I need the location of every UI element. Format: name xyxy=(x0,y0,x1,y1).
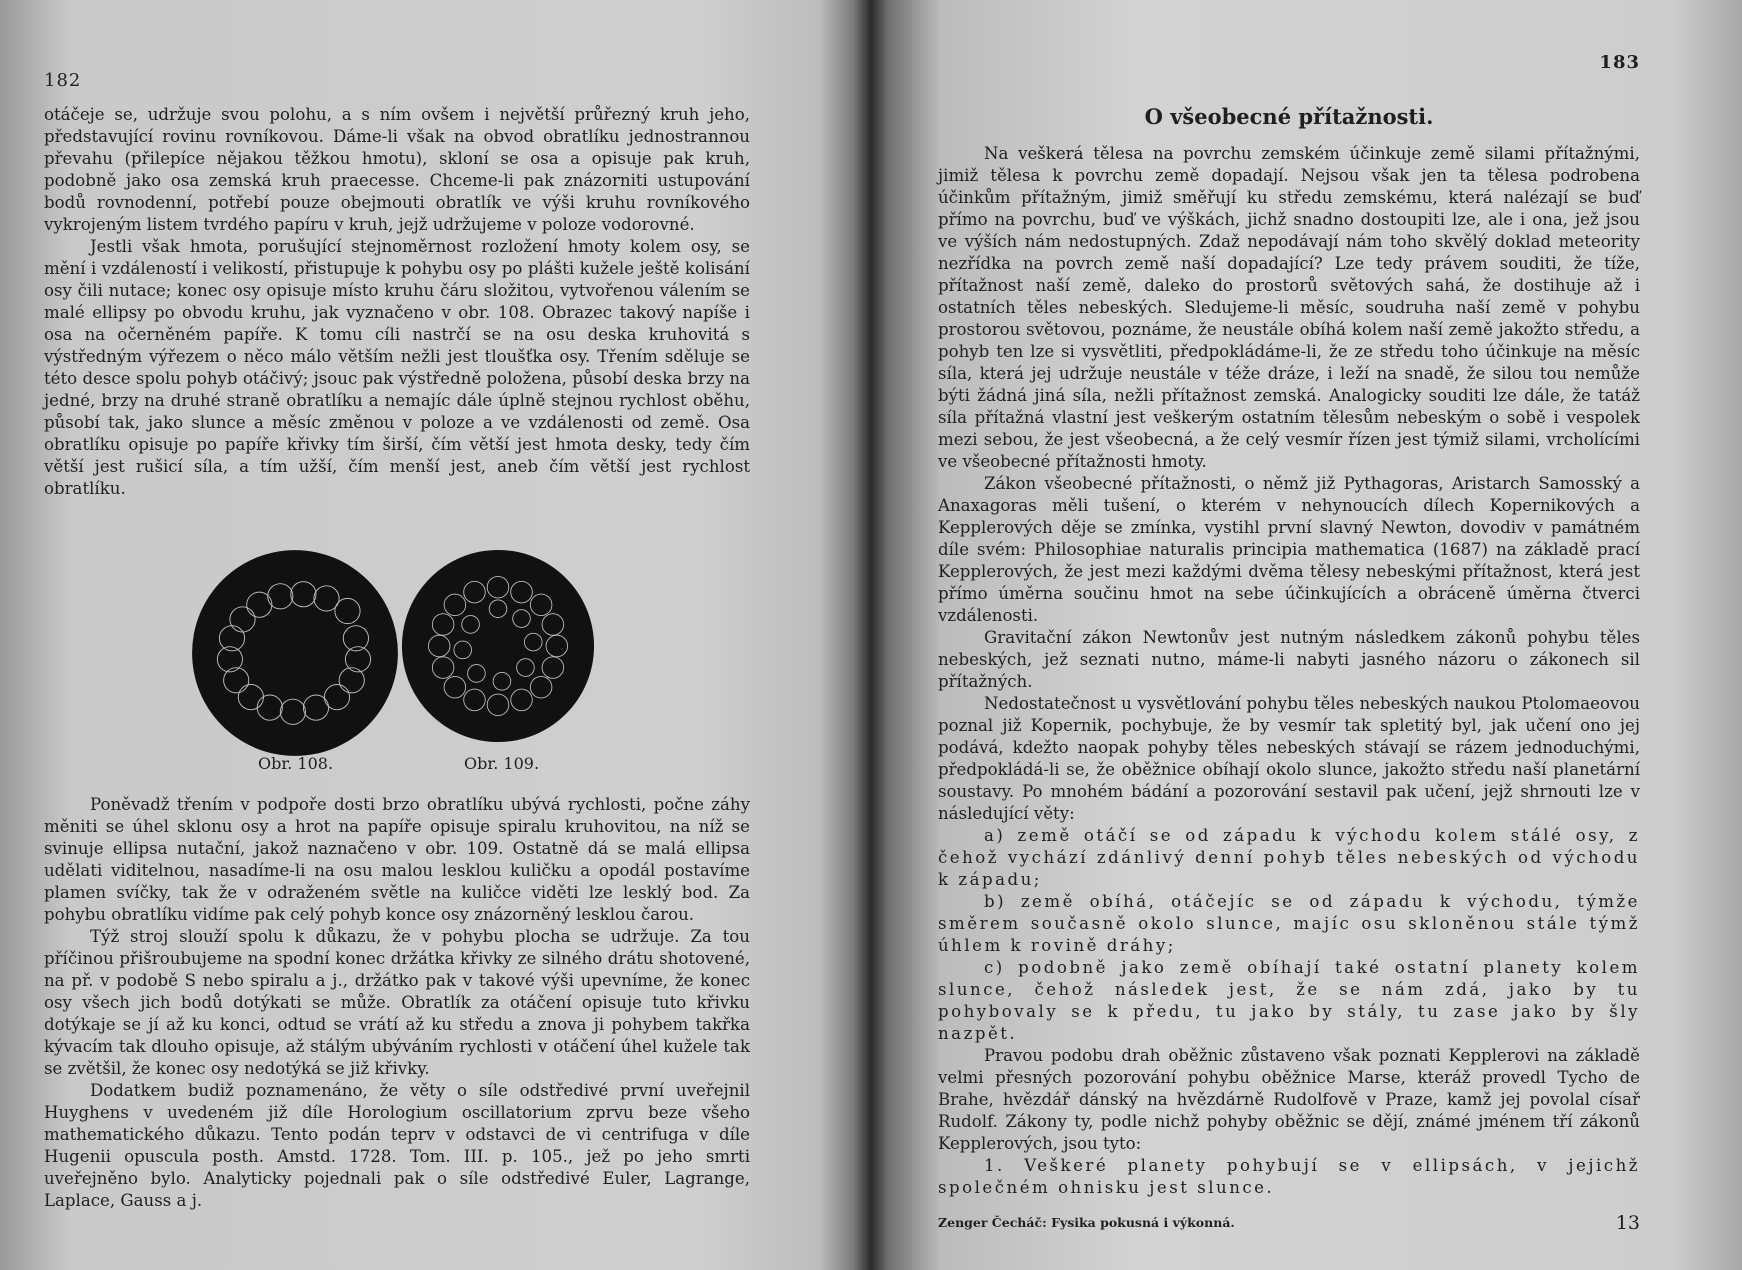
paragraph: Poněvadž třením v podpoře dosti brzo obratlíku ubývá rychlosti, počne záhy měniti se úhel sklonu osy a hrot na papíře opisuje spiralu kruhovitou, na níž se svinuje ellipsa nutační, jakož naznačeno v obr. 109. Ostatně dá se malá ellipsa udělati viditelnou, nasadíme-li na osu malou lesklou kuličku a opodál postavíme plamen svíčky, tak že v odraženém světle na kuličce viděti lze lesklý bod. Za pohybu obratlíku vidíme pak celý pohyb konce osy znázorněný lesklou čarou. xyxy=(44,795,750,924)
page-footer xyxy=(938,1212,1640,1234)
paragraph: otáčeje se, udržuje svou polohu, a s ním ovšem i největší průřezný kruh jeho, představující rovinu rovníkovou. Dáme-li však na obvod obratlíku jednostrannou převahu (přilepíce nějakou těžkou hmotu), skloní se osa a opisuje pak kruh, podobně jako osa zemská kruh praecesse. Chceme-li pak znázorniti ustupování bodů rovnodenní, potřebí pouze obejmouti obratlík ve výši kruhu rovníkového vykrojeným listem tvrdého papíru v kruh, jejž udržujeme v poloze vodorovné. xyxy=(44,105,750,234)
signature-mark: 13 xyxy=(1615,1212,1640,1234)
footer-text: Zenger Čecháč: Fysika pokusná i výkonná. xyxy=(938,1215,1235,1230)
figure-disc xyxy=(402,550,594,742)
right-page xyxy=(850,0,1742,1270)
figure-caption-109: Obr. 109. xyxy=(464,754,540,773)
list-item: a) země otáčí se od západu k východu kolem stálé osy, z čehož vychází zdánlivý denní pohyb těles nebeských od východu k západu; xyxy=(938,826,1640,889)
paragraph: Na veškerá tělesa na povrchu zemském účinkuje země silami přítažnými, jimiž tělesa k povrchu země dopadají. Nejsou však jen ta tělesa podrobena účinkům přítažným, jimiž směřují ku středu zemskému, která nalézají se buď přímo na povrchu, buď ve výškách, jichž snadno dostoupiti lze, ale i ona, jež jsou ve výších nám nedostupných. Zdaž nepodávají nám toho skvělý doklad meteority nezřídka na povrch země naší dopadající? Lze tedy právem souditi, že tíže, přítažnost naší země, daleko do prostorů světových sahá, že dostihuje až i ostatních těles nebeských. Sledujeme-li měsíc, soudruha naší země v pohybu prostorou světovou, poznáme, že neustále obíhá kolem naší země jakožto středu, a pohyb ten lze si vysvětliti, předpokládáme-li, že ze středu toho účinkuje na měsíc síla, která jej udržuje neustále v téže dráze, i leží na snadě, že silou tou nemůže býti žádná jiná síla, nežli přítažnost zemská. Analogicky souditi lze dále, že tatáž síla přítažná vlastní jest veškerým ostatním tělesům nebeským o sobě i vespolek mezi sebou, že jest všeobecná, a že celý vesmír řízen jest týmiž silami, vrcholícími ve všeobecné přítažnosti hmoty. xyxy=(938,144,1640,471)
figures xyxy=(180,548,780,778)
chapter-title: O všeobecné přítažnosti. xyxy=(1144,104,1434,129)
text-block-top xyxy=(44,104,750,500)
list-item: b) země obíhá, otáčejíc se od západu k východu, týmže směrem současně okolo slunce, majíc osu skloněnou stále týmž úhlem k rovině dráhy; xyxy=(938,892,1640,955)
page-number: 182 xyxy=(44,70,82,91)
left-page xyxy=(0,0,840,1270)
page-number: 183 xyxy=(1599,52,1640,73)
figure-109 xyxy=(400,548,596,744)
paragraph: Nedostatečnost u vysvětlování pohybu těles nebeských naukou Ptolomaeovou poznal již Kopernik, pochybuje, že by vesmír tak spletitý byl, jak učení ono jej podává, kdežto naopak pohyby těles nebeských stávají se rázem jednoduchými, předpokládá-li se, že oběžnice obíhají okolo slunce, jakožto středu naší planetární soustavy. Po mnohém bádání a pozorování sestavil pak učení, jejž shrnouti lze v následující věty: xyxy=(938,694,1640,823)
paragraph: Gravitační zákon Newtonův jest nutným následkem zákonů pohybu těles nebeských, jež seznati nutno, máme-li nabyti jasného názoru o zákonech sil přítažných. xyxy=(938,628,1640,691)
paragraph: Jestli však hmota, porušující stejnoměrnost rozložení hmoty kolem osy, se mění i vzdáleností i velikostí, přistupuje k pohybu osy po plášti kužele ještě kolisání osy čili nutace; konec osy opisuje místo kruhu čáru složitou, vytvořenou válením se malé ellipsy po obvodu kruhu, jak vyznačeno v obr. 108. Obrazec takový napíše i osa na očerněném papíře. K tomu cíli nastrčí se na osu deska kruhovitá s výstředným výřezem o něco málo větším nežli jest tloušťka osy. Třením sděluje se této desce spolu pohyb otáčivý; jsouc pak výstředně položena, působí deska brzy na jedné, brzy na druhé straně obratlíku a nemajíc dále úplně stejnou rychlost oběhu, působí tak, jako slunce a měsíc změnou v poloze a ve vzdálenosti od země. Osa obratlíku opisuje po papíře křivky tím širší, čím větší jest hmota desky, tedy čím větší jest rušicí síla, a tím užší, čím menší jest, aneb čím větší jest rychlost obratlíku. xyxy=(44,237,750,498)
paragraph: Dodatkem budiž poznamenáno, že věty o síle odstředivé první uveřejnil Huyghens v uvedeném již díle Horologium oscillatorium zprvu beze všeho mathematického důkazu. Tento podán teprv v odstavci de vi centrifuga v díle Hugenii opuscula posth. Amstd. 1728. Tom. III. p. 105., jež po jeho smrti uveřejněno bylo. Analyticky pojednali pak o síle odstředivé Euler, Lagrange, Laplace, Gauss a j. xyxy=(44,1081,750,1210)
figure-108 xyxy=(190,548,400,758)
paragraph: Pravou podobu drah oběžnic zůstaveno však poznati Kepplerovi na základě velmi přesných pozorování pohybu oběžnice Marse, kteráž provedl Tycho de Brahe, hvězdář dánský na hvězdárně Rudolfově v Praze, kamž jej povolal císař Rudolf. Zákony ty, podle nichž pohyby oběžnic se dějí, známé jménem tří zákonů Kepplerových, jsou tyto: xyxy=(938,1046,1640,1153)
figure-caption-108: Obr. 108. xyxy=(258,754,334,773)
text-block-bottom xyxy=(44,794,750,1212)
law-item: 1. Veškeré planety pohybují se v ellipsách, v jejichž společném ohnisku jest slunce. xyxy=(938,1156,1640,1197)
list-item: c) podobně jako země obíhají také ostatní planety kolem slunce, čehož následek jest, že se nám zdá, jako by tu pohybovaly se k předu, tu jako by stály, tu zase jako by šly nazpět. xyxy=(938,958,1640,1043)
paragraph: Týž stroj slouží spolu k důkazu, že v pohybu plocha se udržuje. Za tou příčinou přišroubujeme na spodní konec držátka křivky ze silného drátu shotovené, na př. v podobě S nebo spiralu a j., držátko pak v takové výši upevníme, že konec osy všech jich bodů dotýkati se může. Obratlík za otáčení opisuje tuto křivku dotýkaje se jí až ku konci, odtud se vrátí až ku středu a znova ji pohybem takřka kývacím tak dlouho opisuje, až stálým ubýváním rychlosti v otáčení úhel kužele tak se zvětšil, že konec osy nedotýká se již křivky. xyxy=(44,927,750,1078)
figure-disc xyxy=(192,550,398,756)
paragraph: Zákon všeobecné přítažnosti, o němž již Pythagoras, Aristarch Samosský a Anaxagoras měli tušení, o kterém v nehynoucích dílech Kopernikových a Kepplerových děje se zmínka, vystihl první slavný Newton, dovodiv v památném díle svém: Philosophiae naturalis principia mathematica (1687) na základě prací Kepplerových, že jest mezi každými dvěma tělesy nebeskými přítažnost, která jest přímo úměrna součinu hmot na sebe účinkujících a obráceně úměrna čtverci vzdálenosti. xyxy=(938,474,1640,625)
